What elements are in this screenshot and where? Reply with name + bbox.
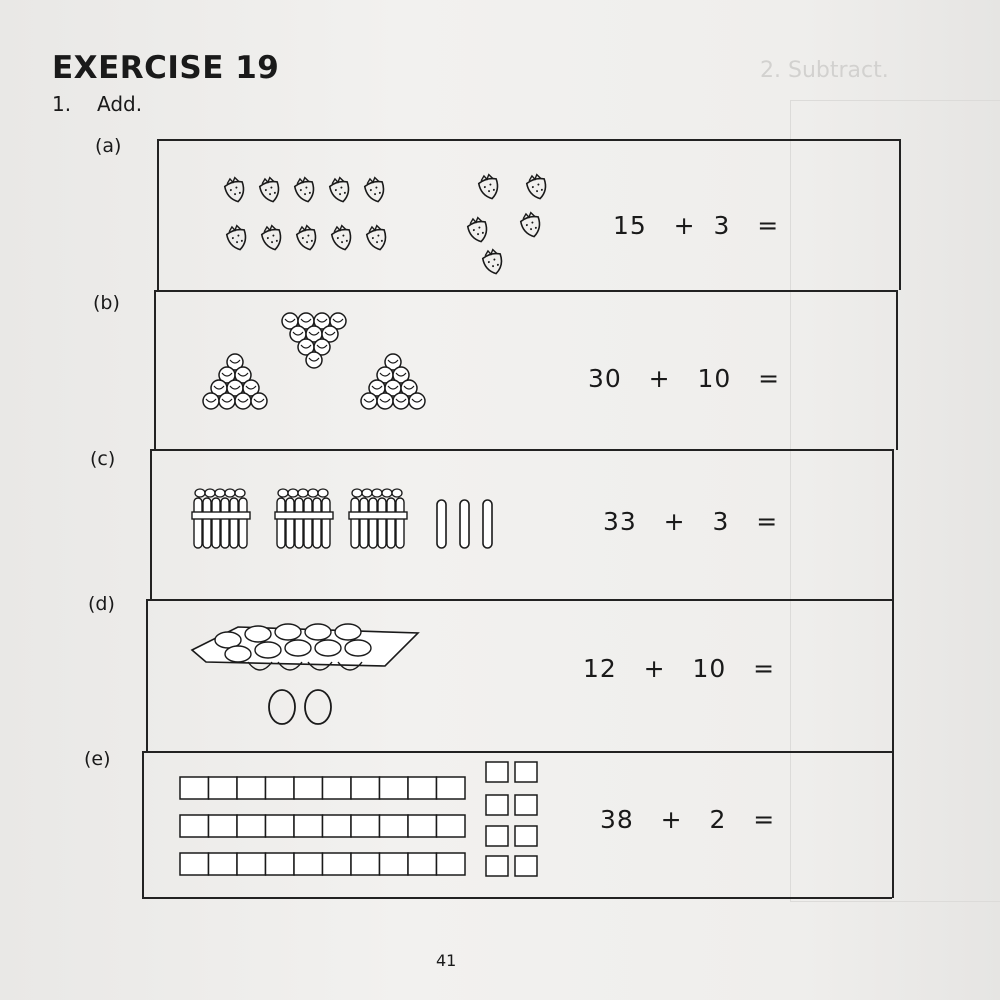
ten-block-cell xyxy=(266,853,295,875)
addend-1: 33 xyxy=(603,507,637,536)
ten-block-cell xyxy=(180,815,209,837)
row-label-d: (d) xyxy=(88,593,115,615)
ten-block-cell xyxy=(180,777,209,799)
ten-block-cell xyxy=(266,777,295,799)
equals-sign: = xyxy=(756,507,779,536)
unit-block-icon xyxy=(486,826,508,846)
ten-block-cell xyxy=(294,777,323,799)
ten-block-cell xyxy=(294,853,323,875)
row-label-a: (a) xyxy=(95,135,122,157)
show-through-text: 2. Subtract. xyxy=(760,58,889,83)
row-label-c: (c) xyxy=(90,448,116,470)
addend-2: 3 xyxy=(712,507,730,536)
equals-sign: = xyxy=(758,364,781,393)
plus-sign: + xyxy=(673,211,696,240)
addend-1: 12 xyxy=(583,654,617,683)
ten-block-cell xyxy=(437,777,466,799)
addend-1: 15 xyxy=(613,211,647,240)
ten-block-cell xyxy=(380,815,409,837)
ten-block-cell xyxy=(180,853,209,875)
addend-2: 3 xyxy=(713,211,731,240)
ten-block-cell xyxy=(237,777,266,799)
ten-block-cell xyxy=(294,815,323,837)
ten-block-cell xyxy=(323,815,352,837)
equals-sign: = xyxy=(757,211,780,240)
addend-2: 2 xyxy=(709,805,727,834)
addend-1: 30 xyxy=(588,364,622,393)
addend-2: 10 xyxy=(692,654,727,683)
ten-block-cell xyxy=(380,777,409,799)
addend-1: 38 xyxy=(600,805,634,834)
plus-sign: + xyxy=(663,507,686,536)
row-label-b: (b) xyxy=(93,292,120,314)
question-instruction: Add. xyxy=(97,92,143,116)
ten-block-cell xyxy=(323,777,352,799)
plus-sign: + xyxy=(643,654,666,683)
ten-block-cell xyxy=(408,777,437,799)
ten-block-cell xyxy=(408,815,437,837)
ten-block-cell xyxy=(209,777,238,799)
equals-sign: = xyxy=(753,805,776,834)
ten-block-cell xyxy=(408,853,437,875)
unit-block-icon xyxy=(486,762,508,782)
ten-block-cell xyxy=(351,815,380,837)
ten-block-cell xyxy=(437,815,466,837)
ten-block-cell xyxy=(237,853,266,875)
ten-block-cell xyxy=(351,853,380,875)
unit-block-icon xyxy=(486,795,508,815)
equals-sign: = xyxy=(753,654,776,683)
ten-block-cell xyxy=(209,815,238,837)
ten-block-cell xyxy=(209,853,238,875)
ten-block-cell xyxy=(351,777,380,799)
addend-2: 10 xyxy=(697,364,732,393)
ten-block-cell xyxy=(266,815,295,837)
unit-block-icon xyxy=(515,826,537,846)
unit-block-icon xyxy=(515,856,537,876)
row-label-e: (e) xyxy=(84,748,111,770)
ten-block-cell xyxy=(237,815,266,837)
unit-block-icon xyxy=(486,856,508,876)
page-number: 41 xyxy=(436,951,457,970)
ten-block-cell xyxy=(380,853,409,875)
plus-sign: + xyxy=(660,805,683,834)
ten-block-cell xyxy=(437,853,466,875)
ten-block-cell xyxy=(323,853,352,875)
plus-sign: + xyxy=(648,364,671,393)
unit-block-icon xyxy=(515,795,537,815)
question-number: 1. xyxy=(52,92,72,116)
exercise-title: EXERCISE 19 xyxy=(52,50,280,86)
unit-block-icon xyxy=(515,762,537,782)
